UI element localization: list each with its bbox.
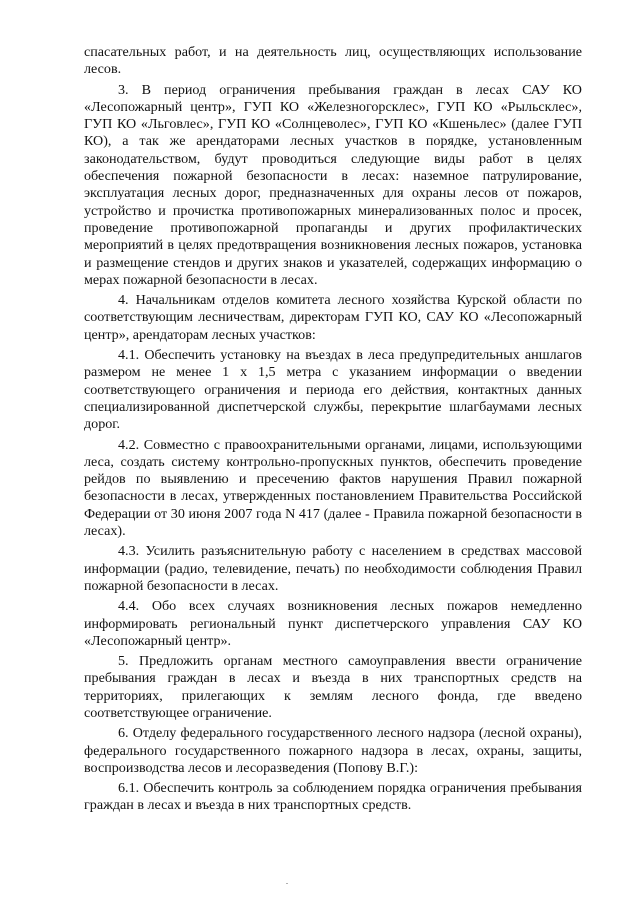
- paragraph-4-1: 4.1. Обеспечить установку на въездах в леса предупредительных аншлагов размером не менее 1 х 1,5 метра с указанием информации о введении соответствующего ограничения и периода его действия, контактных данных специализированной диспетчерской службы, перекрытие шлагбаумами лесных дорог.: [84, 347, 582, 433]
- paragraph-4-2: 4.2. Совместно с правоохранительными органами, лицами, использующими леса, создать систему контрольно-пропускных пунктов, обеспечить проведение рейдов по выявлению и пресечению фактов нарушения Правил пожарной безопасности в лесах, утвержденных постановлением Правительства Российской Федерации от 30 июня 2007 года N 417 (далее - Правила пожарной безопасности в лесах).: [84, 436, 582, 540]
- paragraph-continuation: спасательных работ, и на деятельность лиц, осуществляющих использование лесов.: [84, 44, 582, 78]
- paragraph-4: 4. Начальникам отделов комитета лесного хозяйства Курской области по соответствующим лесничествам, директорам ГУП КО, САУ КО «Лесопожарный центр», арендаторам лесных участков:: [84, 292, 582, 343]
- paragraph-4-3: 4.3. Усилить разъяснительную работу с населением в средствах массовой информации (радио, телевидение, печать) по необходимости соблюдения Правил пожарной безопасности в лесах.: [84, 543, 582, 594]
- paragraph-6-1: 6.1. Обеспечить контроль за соблюдением порядка ограничения пребывания граждан в лесах и въезда в них транспортных средств.: [84, 780, 582, 814]
- paragraph-5: 5. Предложить органам местного самоуправления ввести ограничение пребывания граждан в лесах и въезда в них транспортных средств на территориях, прилегающих к землям лесного фонда, где введено соответствующее ограничение.: [84, 653, 582, 721]
- paragraph-6: 6. Отделу федерального государственного лесного надзора (лесной охраны), федерального государственного пожарного надзора в лесах, охраны, защиты, воспроизводства лесов и лесоразведения (Попову В.Г.):: [84, 725, 582, 776]
- scan-artifact: [286, 883, 288, 884]
- paragraph-4-4: 4.4. Обо всех случаях возникновения лесных пожаров немедленно информировать региональный пункт диспетчерского управления САУ КО «Лесопожарный центр».: [84, 598, 582, 649]
- paragraph-3: 3. В период ограничения пребывания граждан в лесах САУ КО «Лесопожарный центр», ГУП КО «Железногорсклес», ГУП КО «Рыльсклес», ГУП КО «Льговлес», ГУП КО «Солнцеволес», ГУП КО «Кшеньлес» (далее ГУП КО), а так же арендаторами лесных участков в порядке, установленным законодательством, будут проводиться следующие виды работ в целях обеспечения пожарной безопасности в лесах: наземное патрулирование, эксплуатация лесных дорог, предназначенных для охраны лесов от пожаров, устройство и прочистка противопожарных минерализованных полос и просек, проведение противопожарной пропаганды и других профилактических мероприятий в целях предотвращения возникновения лесных пожаров, установка и размещение стендов и других знаков и указателей, содержащих информацию о мерах пожарной безопасности в лесах.: [84, 81, 582, 288]
